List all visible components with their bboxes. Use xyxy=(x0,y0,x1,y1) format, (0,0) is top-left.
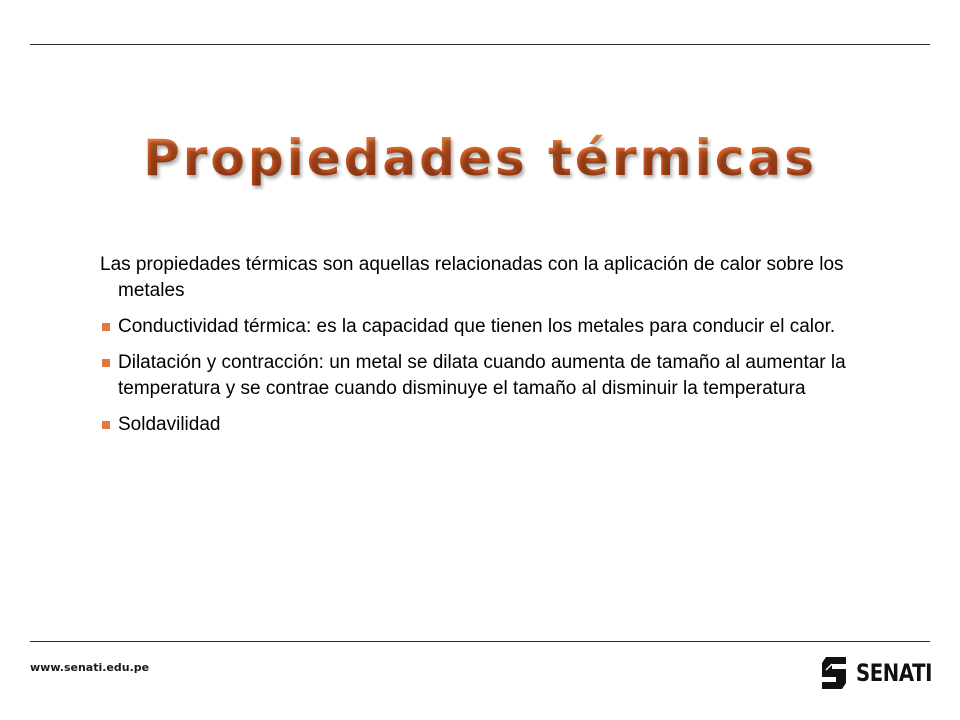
bullet-item-soldavilidad xyxy=(100,412,860,438)
slide-body xyxy=(100,252,860,448)
logo-text: SENATI xyxy=(856,659,933,687)
square-bullet-icon xyxy=(102,323,110,331)
bullet-item-dilatacion xyxy=(100,350,860,402)
footer-url: www.senati.edu.pe xyxy=(30,661,150,674)
senati-s-icon xyxy=(820,655,850,691)
top-divider xyxy=(30,44,930,45)
square-bullet-icon xyxy=(102,421,110,429)
bullet-text: Dilatación y contracción: un metal se dilata cuando aumenta de tamaño al aumentar la temperatura y se contrae cuando disminuye el tamaño al disminuir la temperatura xyxy=(118,352,846,399)
bullet-item-conductividad xyxy=(100,314,860,340)
square-bullet-icon xyxy=(102,359,110,367)
intro-paragraph: Las propiedades térmicas son aquellas relacionadas con la aplicación de calor sobre los metales xyxy=(100,254,844,301)
bullet-text: Conductividad térmica: es la capacidad que tienen los metales para conducir el calor. xyxy=(118,316,836,337)
senati-logo xyxy=(820,655,949,691)
title-area xyxy=(0,128,960,188)
bottom-divider xyxy=(30,641,930,642)
bullet-list xyxy=(100,314,860,438)
slide-title: Propiedades térmicas xyxy=(143,129,817,187)
bullet-text: Soldavilidad xyxy=(118,414,221,435)
